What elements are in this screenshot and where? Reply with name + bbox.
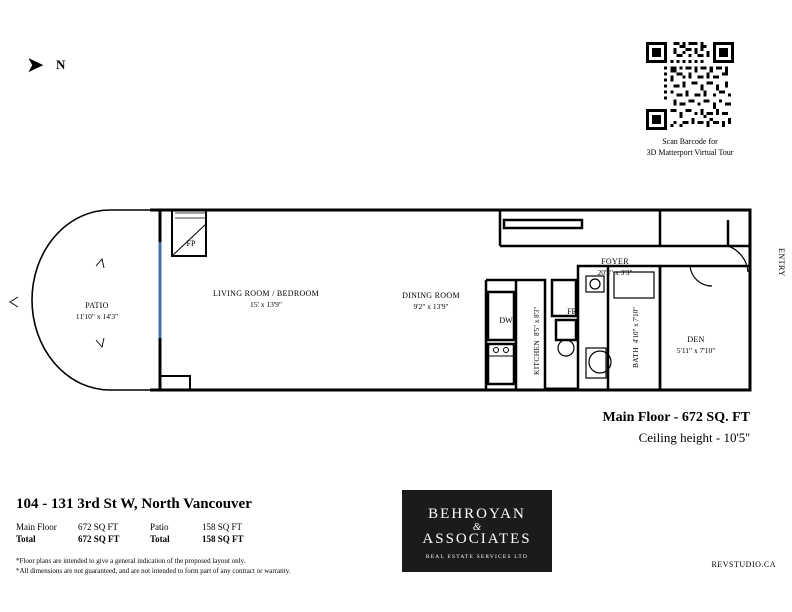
room-label-bath [627,306,645,368]
area-value-patio: 158 SQ FT [202,522,243,532]
qr-caption [630,136,750,158]
area-value-total-patio: 158 SQ FT [202,534,244,544]
logo-name-line2: ASSOCIATES [422,531,532,547]
disclaimer-line1: *Floor plans are intended to give a general indication of the proposed layout only. [16,557,246,565]
area-label-patio: Patio [150,522,169,532]
room-name-living-room: LIVING ROOM / BEDROOM [212,289,320,298]
logo-subtitle: REAL ESTATE SERVICES LTD [425,554,529,560]
room-label-living-room [196,288,336,310]
room-dims-dining-room: 9'2" x 13'9" [413,302,449,311]
qr-caption-line1: Scan Barcode for [662,137,718,146]
room-name-dining-room: DINING ROOM [402,291,460,300]
entry-label: ENTRY [777,248,786,277]
north-arrow [26,55,86,83]
room-dims-patio: 11'10" x 14'3" [75,312,119,321]
room-label-foyer [570,256,660,278]
room-dims-bath: 4'10" x 7'10" [632,306,640,343]
north-letter: N [56,57,66,72]
qr-block [630,42,750,158]
ceiling-height: Ceiling height - 10'5'' [638,430,750,445]
brokerage-logo[interactable] [402,490,552,572]
area-label-total-patio: Total [150,534,170,544]
room-name-bath: BATH [631,346,640,368]
fixture-label-dishwasher: DW [499,316,513,325]
room-name-den: DEN [687,335,705,344]
area-value-total-interior: 672 SQ FT [78,534,120,544]
room-dims-foyer: 20'3" x 3'3" [597,268,633,277]
disclaimer [16,556,290,576]
logo-ampersand: & [472,521,482,533]
table-row [16,534,260,546]
room-label-den [656,334,736,356]
room-label-kitchen [528,306,546,376]
main-floor-title: Main Floor - 672 SQ. FT [602,410,750,425]
disclaimer-line2: *All dimensions are not guaranteed, and are not intended to form part of any contract or warranty. [16,567,291,575]
north-arrow-icon: ➤ [26,53,45,78]
area-label-main-floor: Main Floor [16,522,57,532]
room-dims-living-room: 15' x 13'9" [249,300,282,309]
fixture-label-fridge: FR [567,307,577,316]
room-name-patio: PATIO [85,301,109,310]
qr-code-icon[interactable] [646,42,734,130]
qr-caption-line2: 3D Matterport Virtual Tour [646,148,734,157]
area-table [16,522,260,546]
area-label-total-interior: Total [16,534,36,544]
room-name-kitchen: KITCHEN [532,340,541,376]
room-label-dining-room [376,290,486,312]
logo-name-line1: BEHROYAN [428,506,526,522]
room-dims-kitchen: 8'5" x 8'3" [533,306,541,337]
room-dims-den: 5'11" x 7'10" [676,346,716,355]
room-label-patio [52,300,142,322]
table-row [16,522,260,534]
room-name-foyer: FOYER [601,257,629,266]
fixture-label-fireplace: FP [186,239,196,248]
credit-revstudio: REVSTUDIO.CA [711,560,776,569]
area-value-main-floor: 672 SQ FT [78,522,119,532]
page-title: 104 - 131 3rd St W, North Vancouver [16,496,252,512]
main-floor-summary [602,410,750,446]
